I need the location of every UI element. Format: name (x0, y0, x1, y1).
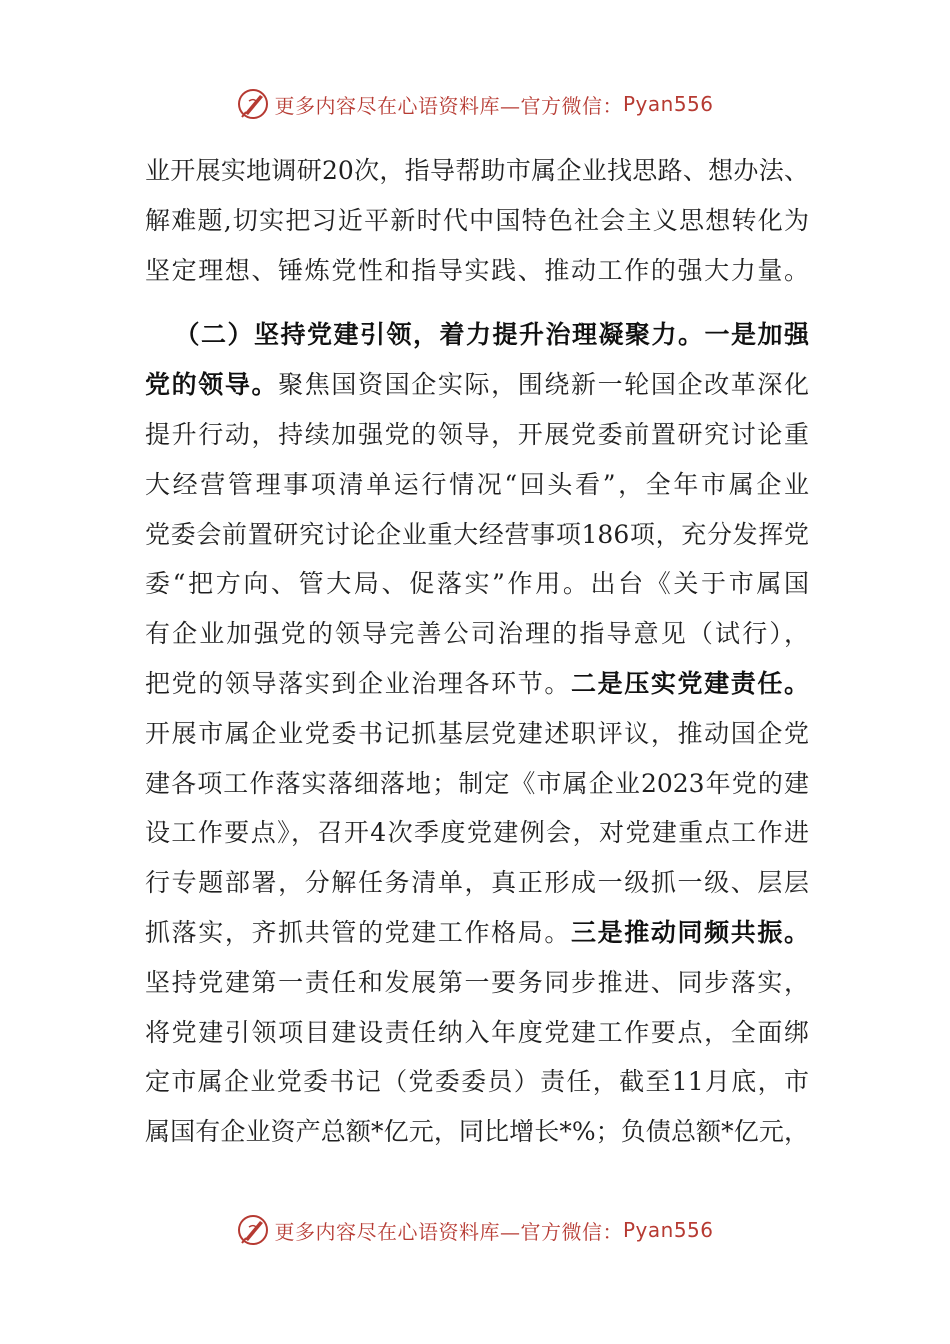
body-line: 设工作要点》，召开4次季度党建例会，对党建重点工作进 (145, 818, 809, 848)
section-heading-line (145, 310, 809, 360)
body-line: 解难题,切实把习近平新时代中国特色社会主义思想转化为 (145, 205, 809, 235)
body-line: 属国有企业资产总额*亿元，同比增长*%；负债总额*亿元， (145, 1117, 809, 1147)
point2-title: 二是压实党建责任。 (570, 668, 809, 698)
footer-wechat-label: 官方微信： (520, 1219, 623, 1244)
body-line: 行专题部署，分解任务清单，真正形成一级抓一级、层层 (145, 868, 809, 898)
quill-logo-icon (236, 1213, 270, 1247)
header-wechat-label: 官方微信： (520, 93, 623, 118)
header-wechat-id: Pyan556 (622, 92, 714, 116)
body-text: 抓落实，齐抓共管的党建工作格局。 (145, 917, 571, 947)
footer-banner (0, 1210, 950, 1250)
body-line: 提升行动，持续加强党的领导，开展党委前置研究讨论重 (145, 419, 809, 449)
body-line: 建各项工作落实落细落地；制定《市属企业2023年党的建 (145, 768, 809, 798)
body-line: 大经营管理事项清单运行情况“回头看”，全年市属企业 (145, 469, 809, 499)
footer-site-text: 更多内容尽在心语资料库— (274, 1219, 521, 1244)
point1-title-part-a: 一是加强 (704, 320, 809, 350)
body-line: 定市属企业党委书记（党委委员）责任，截至11月底，市 (145, 1067, 809, 1097)
point3-title: 三是推动同频共振。 (570, 917, 809, 947)
body-line (145, 908, 809, 958)
body-text: 把党的领导落实到企业治理各环节。 (145, 668, 571, 698)
body-line: 委“把方向、管大局、促落实”作用。出台《关于市属国 (145, 569, 809, 599)
point1-title-part-b: 党的领导。 (145, 370, 279, 400)
quill-logo-icon (236, 87, 270, 121)
body-line: 坚定理想、锤炼党性和指导实践、推动工作的强大力量。 (145, 255, 809, 285)
body-line: 开展市属企业党委书记抓基层党建述职评议，推动国企党 (145, 718, 809, 748)
header-banner (0, 84, 950, 124)
body-line: 将党建引领项目建设责任纳入年度党建工作要点，全面绑 (145, 1017, 809, 1047)
section-heading: （二）坚持党建引领，着力提升治理凝聚力。 (173, 320, 705, 350)
body-line: 坚持党建第一责任和发展第一要务同步推进、同步落实， (145, 967, 809, 997)
document-body (145, 146, 809, 1157)
footer-wechat-id: Pyan556 (622, 1218, 714, 1242)
body-line: 有企业加强党的领导完善公司治理的指导意见（试行）， (145, 619, 809, 649)
body-line: 党委会前置研究讨论企业重大经营事项186项，充分发挥党 (145, 519, 809, 549)
body-line: 业开展实地调研20次，指导帮助市属企业找思路、想办法、 (145, 156, 809, 185)
body-text: 聚焦国资国企实际，围绕新一轮国企改革深化 (278, 370, 809, 400)
body-line (145, 360, 809, 410)
body-line (145, 659, 809, 709)
header-site-text: 更多内容尽在心语资料库— (274, 93, 521, 118)
